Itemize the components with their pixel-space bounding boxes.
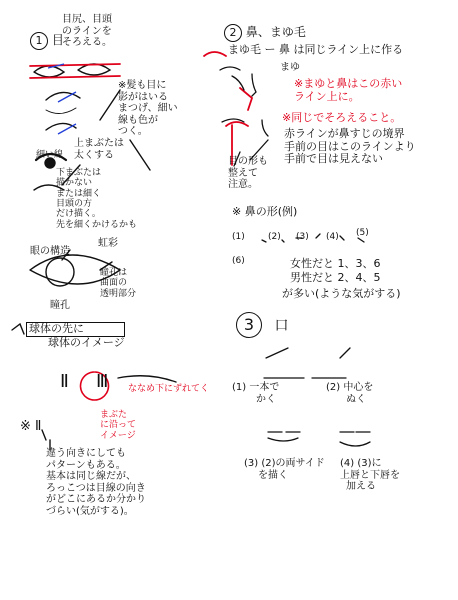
- section1-heading: [30, 32, 64, 50]
- mouth-type-4: (4) (3)に 上唇と下唇を 加える: [340, 458, 400, 492]
- star-example: ※ Ⅱ: [20, 419, 42, 434]
- upper-lid-note: 上まぶたは 太くする: [74, 138, 124, 161]
- section3-number: 3: [236, 312, 262, 338]
- section1-number: 1: [30, 32, 48, 50]
- bottom-note: 違う向きにしても パターンもある。 基本は同じ線だが、 ろっこつは目線の向き がどこにあるか分かり づらい(気がする)。: [46, 448, 146, 517]
- red-ball-note: まぶた に沿って イメージ: [100, 410, 137, 441]
- lens-label: 瞳孔: [50, 300, 70, 311]
- mouth-type-1: (1) 一本で かく: [232, 382, 280, 405]
- section3-title: 口: [274, 318, 289, 334]
- nose-types-title: ※ 鼻の形(例): [232, 205, 298, 218]
- frequency-note: が多い(ような気がする): [282, 287, 401, 300]
- sec1-side-note: ※髪も目に 影がはいる まつげ、細い 線も色が つく。: [118, 80, 178, 137]
- pupil-note: 細い線: [36, 150, 64, 160]
- nose-type-5: (5): [356, 228, 369, 238]
- red-line-note: ※まゆと鼻はこの赤い ライン上に。: [294, 77, 403, 103]
- mouth-type-3: (3) (2)の両サイド を描く: [244, 458, 325, 481]
- arrow-note: ななめ下にずれてく: [128, 384, 210, 394]
- red-align-note: ※同じでそろえること。: [282, 111, 402, 124]
- brow-nose-line-note: まゆ毛 ー 鼻 は同じライン上に作る: [228, 43, 404, 56]
- section1-title: 目: [51, 33, 64, 47]
- example-a: Ⅱ: [60, 371, 69, 392]
- nose-type-4: (4): [326, 232, 339, 242]
- section3-heading: [236, 312, 288, 338]
- lower-lid-note: 下まぶたは 描かない または細く 目頭の方 だけ描く。 先を細くかけるかも: [56, 168, 138, 230]
- nose-type-6: (6): [232, 256, 245, 266]
- section2-title: 鼻、まゆ毛: [245, 25, 306, 39]
- ball-note: 球体の先に 球体のイメージ: [26, 322, 125, 349]
- eye-shape-note: 目の形も 整えて 注意。: [228, 156, 268, 190]
- eyebrow-label: まゆ: [280, 62, 300, 73]
- section2-number: 2: [224, 24, 242, 42]
- border-note: 赤ラインが鼻すじの境界 手前の目はこのラインより 手前で目は見えない: [284, 127, 416, 166]
- iris-label: 虹彩: [98, 238, 118, 249]
- male-note: 男性だと 2、4、5: [290, 271, 381, 284]
- section2-heading: [224, 24, 306, 42]
- cornea-label: 瞳孔は 曲面の 透明部分: [100, 268, 137, 299]
- mouth-type-2: (2) 中心を ぬく: [326, 382, 374, 405]
- nose-type-1: (1): [232, 232, 245, 242]
- nose-type-3: (3): [296, 232, 309, 242]
- nose-type-2: (2): [268, 232, 281, 242]
- sec1-top-note: 目尻、目頭 のラインを そろえる。: [62, 14, 112, 48]
- example-b: Ⅲ: [96, 371, 109, 392]
- eye-structure-label: 眼の構造: [30, 246, 70, 257]
- female-note: 女性だと 1、3、6: [290, 257, 381, 270]
